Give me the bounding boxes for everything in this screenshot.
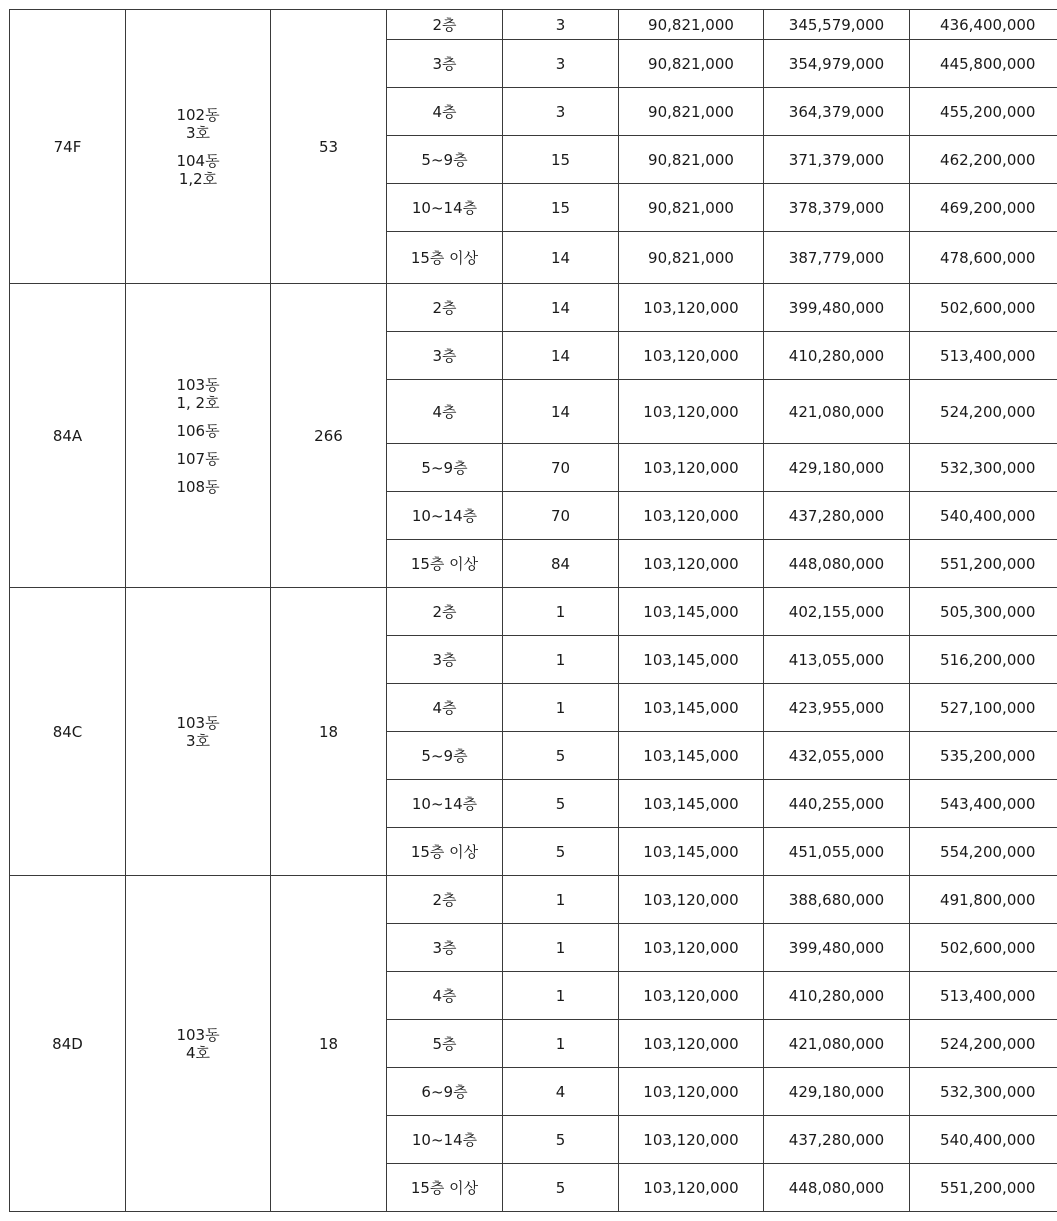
- floor-cell: 4층: [387, 380, 503, 444]
- floor-cell: 10~14층: [387, 184, 503, 232]
- total-cell: 502,600,000: [910, 924, 1057, 972]
- building-cell: [126, 588, 271, 876]
- total-cell: 554,200,000: [910, 828, 1057, 876]
- floor-cell: 4층: [387, 684, 503, 732]
- total-cell: 551,200,000: [910, 1164, 1057, 1212]
- land-cell: 103,120,000: [619, 1164, 764, 1212]
- building-line: 4호: [185, 1043, 211, 1062]
- count-cell: 14: [503, 380, 619, 444]
- floor-cell: 15층 이상: [387, 1164, 503, 1212]
- count-cell: 14: [503, 332, 619, 380]
- total-units-cell: 266: [271, 284, 387, 588]
- land-cell: 103,145,000: [619, 780, 764, 828]
- count-cell: 14: [503, 284, 619, 332]
- building-cell: 440,255,000: [764, 780, 910, 828]
- building-line: 3호: [185, 123, 211, 142]
- total-cell: 505,300,000: [910, 588, 1057, 636]
- building-cell: 429,180,000: [764, 444, 910, 492]
- land-cell: 103,145,000: [619, 588, 764, 636]
- count-cell: 15: [503, 184, 619, 232]
- building-line: 1,2호: [178, 169, 218, 188]
- total-cell: 455,200,000: [910, 88, 1057, 136]
- count-cell: 3: [503, 40, 619, 88]
- building-cell: 448,080,000: [764, 540, 910, 588]
- count-cell: 3: [503, 10, 619, 40]
- land-cell: 90,821,000: [619, 40, 764, 88]
- count-cell: 5: [503, 828, 619, 876]
- building-cell: 429,180,000: [764, 1068, 910, 1116]
- total-cell: 532,300,000: [910, 444, 1057, 492]
- building-cell: 345,579,000: [764, 10, 910, 40]
- total-cell: 513,400,000: [910, 332, 1057, 380]
- table-row: [10, 588, 1057, 636]
- building-cell: 371,379,000: [764, 136, 910, 184]
- land-cell: 90,821,000: [619, 232, 764, 284]
- building-cell: 364,379,000: [764, 88, 910, 136]
- land-cell: 103,145,000: [619, 732, 764, 780]
- count-cell: 1: [503, 636, 619, 684]
- total-cell: 540,400,000: [910, 1116, 1057, 1164]
- land-cell: 103,120,000: [619, 540, 764, 588]
- unit-type-cell: 84A: [10, 284, 126, 588]
- count-cell: 15: [503, 136, 619, 184]
- total-units-cell: 53: [271, 10, 387, 284]
- total-cell: 436,400,000: [910, 10, 1057, 40]
- total-cell: 532,300,000: [910, 1068, 1057, 1116]
- building-cell: 448,080,000: [764, 1164, 910, 1212]
- total-cell: 524,200,000: [910, 380, 1057, 444]
- count-cell: 1: [503, 1020, 619, 1068]
- building-cell: 432,055,000: [764, 732, 910, 780]
- building-cell: 388,680,000: [764, 876, 910, 924]
- building-line: 107동: [176, 449, 220, 468]
- building-cell: 437,280,000: [764, 1116, 910, 1164]
- total-cell: 513,400,000: [910, 972, 1057, 1020]
- floor-cell: 10~14층: [387, 780, 503, 828]
- total-cell: 551,200,000: [910, 540, 1057, 588]
- total-cell: 445,800,000: [910, 40, 1057, 88]
- count-cell: 3: [503, 88, 619, 136]
- total-cell: 524,200,000: [910, 1020, 1057, 1068]
- total-cell: 543,400,000: [910, 780, 1057, 828]
- count-cell: 5: [503, 732, 619, 780]
- floor-cell: 2층: [387, 284, 503, 332]
- land-cell: 103,120,000: [619, 972, 764, 1020]
- building-cell: 399,480,000: [764, 284, 910, 332]
- floor-cell: 15층 이상: [387, 232, 503, 284]
- land-cell: 103,145,000: [619, 828, 764, 876]
- land-cell: 90,821,000: [619, 184, 764, 232]
- building-cell: 423,955,000: [764, 684, 910, 732]
- land-cell: 90,821,000: [619, 136, 764, 184]
- floor-cell: 4층: [387, 972, 503, 1020]
- building-cell: 421,080,000: [764, 1020, 910, 1068]
- count-cell: 1: [503, 924, 619, 972]
- table-row: [10, 284, 1057, 332]
- building-cell: [126, 284, 271, 588]
- count-cell: 1: [503, 684, 619, 732]
- floor-cell: 3층: [387, 636, 503, 684]
- spacer: [126, 440, 270, 450]
- land-cell: 103,120,000: [619, 1068, 764, 1116]
- floor-cell: 2층: [387, 876, 503, 924]
- building-cell: 399,480,000: [764, 924, 910, 972]
- land-cell: 103,120,000: [619, 380, 764, 444]
- building-cell: 410,280,000: [764, 972, 910, 1020]
- land-cell: 103,120,000: [619, 284, 764, 332]
- floor-cell: 3층: [387, 40, 503, 88]
- floor-cell: 3층: [387, 924, 503, 972]
- building-cell: 410,280,000: [764, 332, 910, 380]
- total-units-cell: 18: [271, 876, 387, 1212]
- building-cell: 354,979,000: [764, 40, 910, 88]
- floor-cell: 5층: [387, 1020, 503, 1068]
- price-table: [9, 9, 1057, 1212]
- building-line: 108동: [176, 477, 220, 496]
- land-cell: 103,120,000: [619, 876, 764, 924]
- floor-cell: 5~9층: [387, 136, 503, 184]
- count-cell: 84: [503, 540, 619, 588]
- count-cell: 5: [503, 780, 619, 828]
- land-cell: 90,821,000: [619, 88, 764, 136]
- floor-cell: 10~14층: [387, 1116, 503, 1164]
- building-cell: [126, 876, 271, 1212]
- floor-cell: 15층 이상: [387, 828, 503, 876]
- floor-cell: 2층: [387, 588, 503, 636]
- building-line: 106동: [176, 421, 220, 440]
- building-cell: 413,055,000: [764, 636, 910, 684]
- spacer: [126, 142, 270, 152]
- floor-cell: 10~14층: [387, 492, 503, 540]
- land-cell: 103,120,000: [619, 332, 764, 380]
- land-cell: 103,120,000: [619, 492, 764, 540]
- count-cell: 1: [503, 972, 619, 1020]
- land-cell: 103,120,000: [619, 1116, 764, 1164]
- total-cell: 516,200,000: [910, 636, 1057, 684]
- total-cell: 469,200,000: [910, 184, 1057, 232]
- total-cell: 535,200,000: [910, 732, 1057, 780]
- spacer: [126, 468, 270, 478]
- floor-cell: 5~9층: [387, 732, 503, 780]
- building-cell: 387,779,000: [764, 232, 910, 284]
- count-cell: 14: [503, 232, 619, 284]
- floor-cell: 3층: [387, 332, 503, 380]
- building-line: 103동: [176, 1025, 220, 1044]
- table-row: [10, 10, 1057, 40]
- land-cell: 103,120,000: [619, 1020, 764, 1068]
- table-row: [10, 876, 1057, 924]
- count-cell: 70: [503, 492, 619, 540]
- floor-cell: 15층 이상: [387, 540, 503, 588]
- price-table-body: [10, 10, 1057, 1212]
- land-cell: 103,120,000: [619, 924, 764, 972]
- total-cell: 502,600,000: [910, 284, 1057, 332]
- building-line: 3호: [185, 731, 211, 750]
- spacer: [126, 412, 270, 422]
- land-cell: 103,120,000: [619, 444, 764, 492]
- land-cell: 103,145,000: [619, 636, 764, 684]
- floor-cell: 2층: [387, 10, 503, 40]
- building-cell: 451,055,000: [764, 828, 910, 876]
- land-cell: 90,821,000: [619, 10, 764, 40]
- total-cell: 462,200,000: [910, 136, 1057, 184]
- count-cell: 70: [503, 444, 619, 492]
- building-line: 103동: [176, 375, 220, 394]
- unit-type-cell: 84C: [10, 588, 126, 876]
- floor-cell: 4층: [387, 88, 503, 136]
- floor-cell: 5~9층: [387, 444, 503, 492]
- total-cell: 540,400,000: [910, 492, 1057, 540]
- count-cell: 1: [503, 876, 619, 924]
- building-cell: 402,155,000: [764, 588, 910, 636]
- building-cell: 421,080,000: [764, 380, 910, 444]
- land-cell: 103,145,000: [619, 684, 764, 732]
- building-cell: 378,379,000: [764, 184, 910, 232]
- building-line: 103동: [176, 713, 220, 732]
- unit-type-cell: 74F: [10, 10, 126, 284]
- total-cell: 527,100,000: [910, 684, 1057, 732]
- count-cell: 5: [503, 1116, 619, 1164]
- building-line: 102동: [176, 105, 220, 124]
- building-cell: [126, 10, 271, 284]
- building-cell: 437,280,000: [764, 492, 910, 540]
- floor-cell: 6~9층: [387, 1068, 503, 1116]
- unit-type-cell: 84D: [10, 876, 126, 1212]
- building-line: 104동: [176, 151, 220, 170]
- count-cell: 5: [503, 1164, 619, 1212]
- count-cell: 1: [503, 588, 619, 636]
- total-cell: 491,800,000: [910, 876, 1057, 924]
- total-units-cell: 18: [271, 588, 387, 876]
- total-cell: 478,600,000: [910, 232, 1057, 284]
- building-line: 1, 2호: [176, 393, 220, 412]
- count-cell: 4: [503, 1068, 619, 1116]
